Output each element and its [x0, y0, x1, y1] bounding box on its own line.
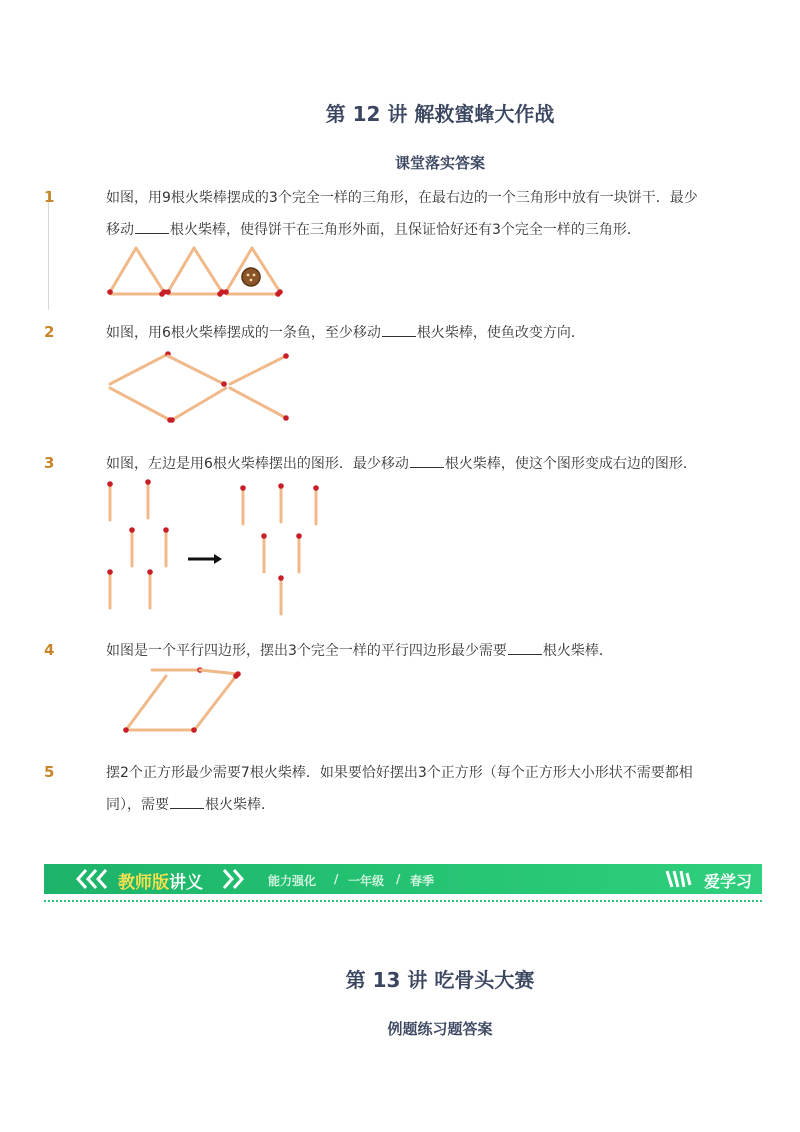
- triangle-left-matchstick: [165, 248, 194, 295]
- double-chevron-right-icon: [220, 868, 254, 890]
- question-4-text-b: 根火柴棒．: [542, 643, 613, 659]
- fish-matchstick: [230, 388, 289, 421]
- answer-blank-5[interactable]: [170, 794, 204, 809]
- vertical-matchstick: [163, 527, 169, 566]
- cookie-icon: [242, 268, 260, 286]
- brand-name: 爱学习: [703, 872, 752, 891]
- banner-label-notes: 讲义: [169, 873, 203, 893]
- brand-logo-icon: [664, 867, 694, 891]
- section-title: 课堂落实答案: [394, 154, 485, 172]
- question-text-2: [106, 317, 726, 349]
- triangle-left-matchstick: [107, 248, 136, 295]
- question-number-1: 1: [44, 188, 55, 206]
- lecture-title: 第 12 讲 解救蜜蜂大作战: [325, 102, 555, 126]
- banner-label: [118, 868, 203, 893]
- answer-blank-4[interactable]: [508, 640, 542, 655]
- answer-blank-1[interactable]: [135, 219, 169, 234]
- answer-blank-3[interactable]: [410, 453, 444, 468]
- parallelogram-top-matchstick: [152, 667, 203, 673]
- triangles-figure: [100, 242, 290, 300]
- teacher-edition-banner: [44, 864, 762, 894]
- question-text-5: [106, 757, 726, 821]
- question-4-text-a: 如图是一个平行四边形，摆出3个完全一样的平行四边形最少需要: [106, 643, 507, 659]
- parallelogram-figure: [100, 660, 260, 740]
- vertical-matchstick: [278, 483, 284, 522]
- question-5-line2b: 根火柴棒．: [205, 797, 275, 813]
- question-text-3: [106, 448, 726, 480]
- fish-matchstick: [168, 356, 227, 387]
- crumb-grade: 一年级: [348, 874, 385, 888]
- section-title-13: 例题练习题答案: [387, 1020, 493, 1038]
- triangle-base-matchstick: [111, 291, 165, 297]
- crumb-ability: 能力强化: [268, 874, 317, 888]
- fish-matchstick: [110, 351, 171, 384]
- parallelogram-bottom-matchstick: [130, 727, 197, 733]
- vertical-matchstick: [107, 481, 113, 520]
- vertical-matchstick: [147, 569, 153, 608]
- vertical-matchstick: [145, 479, 151, 518]
- fish-matchstick: [110, 388, 173, 423]
- triangle-base-matchstick: [169, 291, 223, 297]
- parallelogram-left-matchstick: [123, 676, 166, 733]
- question-3-text-a: 如图，左边是用6根火柴棒摆出的图形．最少移动: [106, 456, 409, 472]
- vertical-matchstick: [278, 575, 284, 614]
- triangle-base-matchstick: [227, 291, 281, 297]
- margin-line: [48, 190, 49, 310]
- banner-divider: [44, 900, 762, 902]
- crumb-sep-2: /: [396, 872, 401, 886]
- answer-blank-2[interactable]: [382, 322, 416, 337]
- vertical-matchstick: [240, 485, 246, 524]
- vertical-matchstick: [129, 527, 135, 566]
- crumb-sep-1: /: [334, 872, 339, 886]
- question-1-line2b: 根火柴棒，使得饼干在三角形外面，且保证恰好还有3个完全一样的三角形．: [170, 222, 641, 238]
- crumb-season: 春季: [410, 874, 435, 888]
- vertical-matchstick: [261, 533, 267, 572]
- arrow-right-icon: [188, 554, 222, 564]
- vertical-matchstick: [107, 569, 113, 608]
- fish-matchstick: [230, 353, 289, 384]
- banner-label-teacher: 教师版: [118, 873, 169, 893]
- parallelogram-right-matchstick: [196, 673, 239, 728]
- question-number-5: 5: [44, 763, 55, 781]
- triangle-right-matchstick: [194, 248, 225, 295]
- question-3-text-b: 根火柴棒，使这个图形变成右边的图形．: [444, 456, 697, 472]
- triangle-right-matchstick: [136, 248, 167, 295]
- lecture-title-13: 第 13 讲 吃骨头大赛: [345, 968, 535, 992]
- vertical-matches-figure: [100, 478, 340, 618]
- vertical-matchstick: [296, 533, 302, 572]
- vertical-matchstick: [313, 485, 319, 524]
- double-chevron-icon: [74, 868, 118, 890]
- question-text-1: [106, 182, 726, 246]
- question-1-line1: 如图，用9根火柴棒摆成的3个完全一样的三角形，在最右边的一个三角形中放有一块饼干．最少: [106, 190, 698, 206]
- question-2-text-a: 如图，用6根火柴棒摆成的一条鱼，至少移动: [106, 325, 381, 341]
- question-2-text-b: 根火柴棒，使鱼改变方向．: [416, 325, 585, 341]
- question-number-4: 4: [44, 641, 55, 659]
- question-number-2: 2: [44, 323, 55, 341]
- question-number-3: 3: [44, 454, 55, 472]
- fish-figure: [100, 348, 300, 428]
- question-1-line2a: 移动: [106, 222, 134, 238]
- question-5-line1: 摆2个正方形最少需要7根火柴棒．如果要恰好摆出3个正方形（每个正方形大小形状不需要都相: [106, 765, 693, 781]
- question-5-line2a: 同），需要: [106, 797, 169, 813]
- fish-matchstick: [169, 388, 226, 423]
